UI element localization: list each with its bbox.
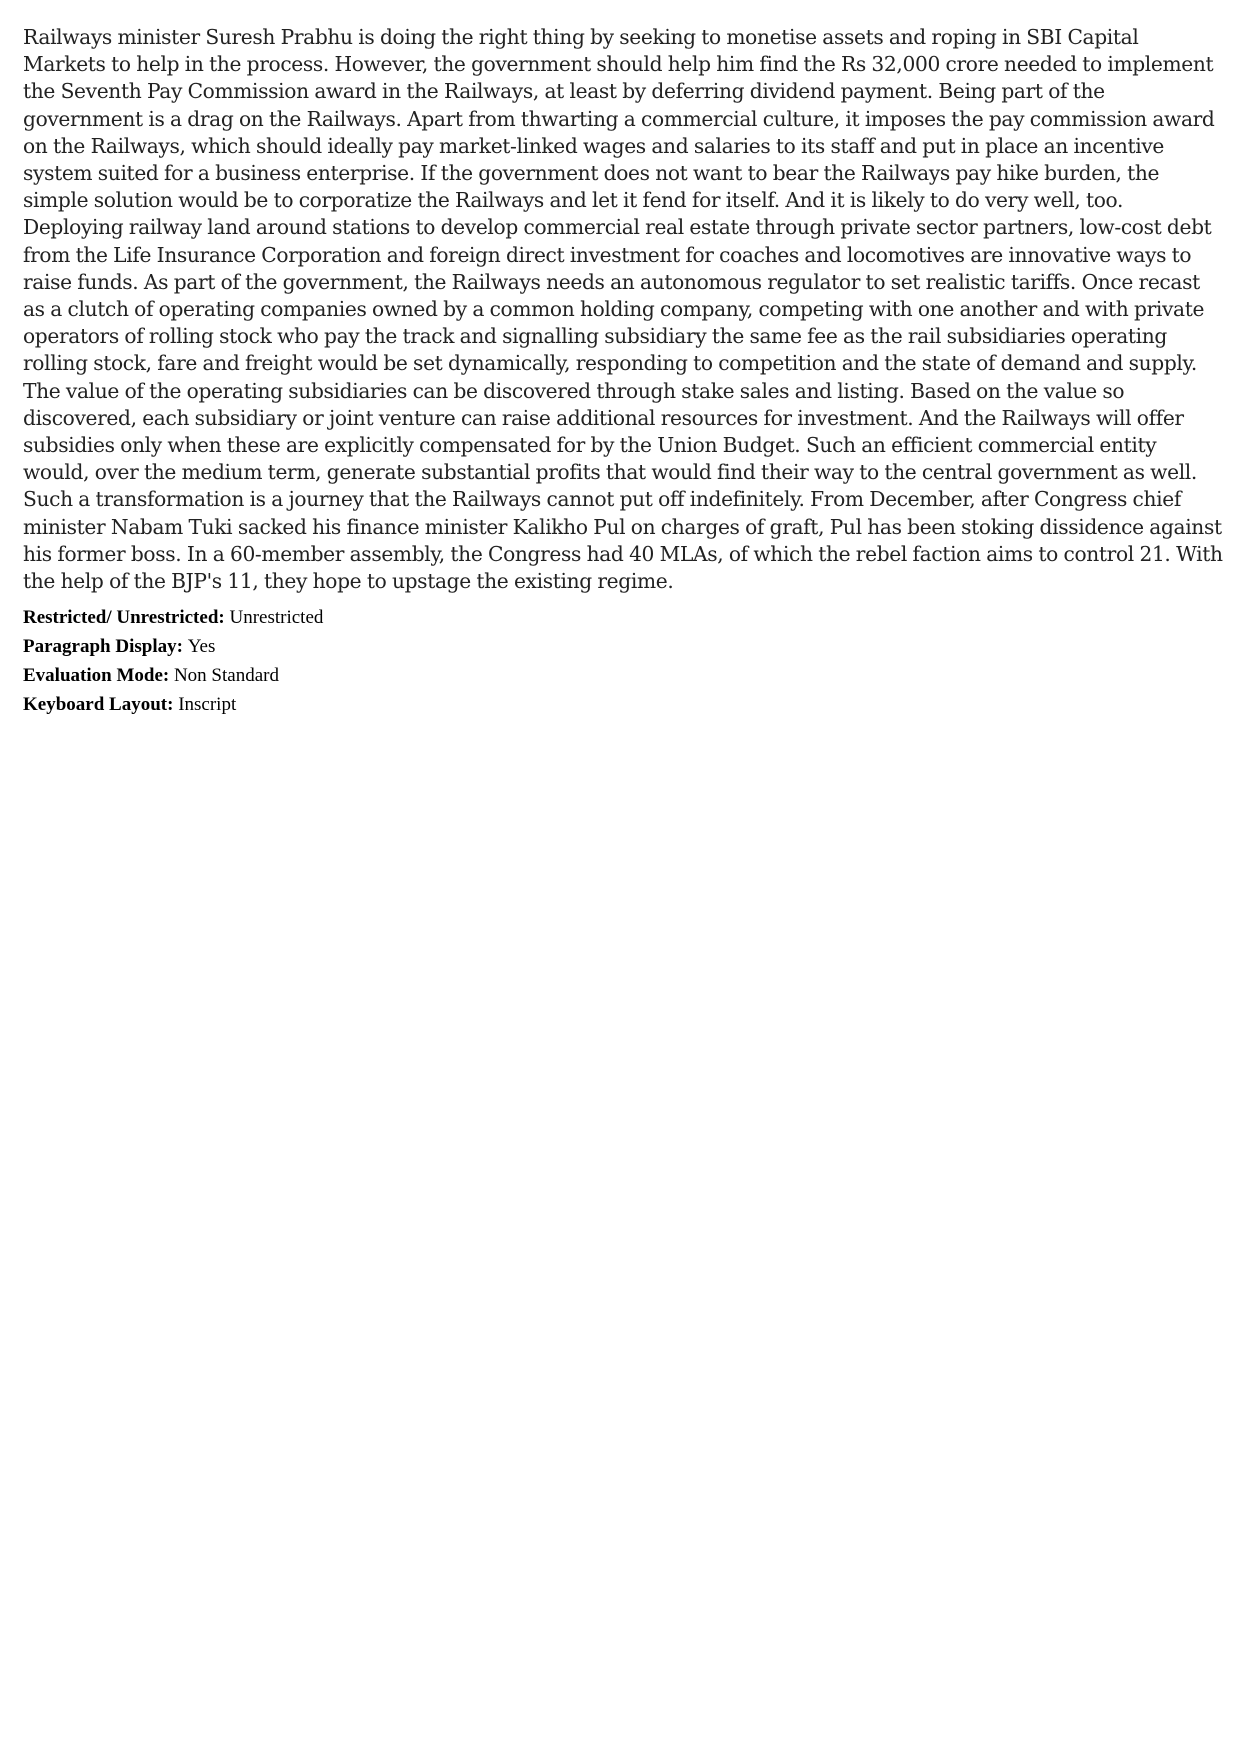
keyboard-layout-value: Inscript <box>178 694 237 716</box>
restricted-row <box>23 603 1223 632</box>
restricted-value: Unrestricted <box>229 607 324 629</box>
restricted-label: Restricted/ Unrestricted: <box>23 607 230 629</box>
test-settings <box>23 603 1223 719</box>
paragraph-display-row <box>23 632 1223 661</box>
evaluation-mode-value: Non Standard <box>173 665 279 687</box>
document-page <box>23 24 1223 719</box>
evaluation-mode-label: Evaluation Mode: <box>23 665 174 687</box>
keyboard-layout-label: Keyboard Layout: <box>23 694 179 716</box>
keyboard-layout-row <box>23 690 1223 719</box>
paragraph-display-label: Paragraph Display: <box>23 636 188 658</box>
passage-text: Railways minister Suresh Prabhu is doing the right thing by seeking to monetise assets and roping in SBI Capital Markets to help in the process. However, the government should help him find the Rs 32,000 crore needed to implement the Seventh Pay Commission award in the Railways, at least by deferring dividend payment. Being part of the government is a drag on the Railways. Apart from thwarting a commercial culture, it imposes the pay commission award on the Railways, which should ideally pay market-linked wages and salaries to its staff and put in place an incentive system suited for a business enterprise. If the government does not want to bear the Railways pay hike burden, the simple solution would be to corporatize the Railways and let it fend for itself. And it is likely to do very well, too. Deploying railway land around stations to develop commercial real estate through private sector partners, low-cost debt from the Life Insurance Corporation and foreign direct investment for coaches and locomotives are innovative ways to raise funds. As part of the government, the Railways needs an autonomous regulator to set realistic tariffs. Once recast as a clutch of operating companies owned by a common holding company, competing with one another and with private operators of rolling stock who pay the track and signalling subsidiary the same fee as the rail subsidiaries operating rolling stock, fare and freight would be set dynamically, responding to competition and the state of demand and supply. The value of the operating subsidiaries can be discovered through stake sales and listing. Based on the value so discovered, each subsidiary or joint venture can raise additional resources for investment. And the Railways will offer subsidies only when these are explicitly compensated for by the Union Budget. Such an efficient commercial entity would, over the medium term, generate substantial profits that would find their way to the central government as well. Such a transformation is a journey that the Railways cannot put off indefinitely. From December, after Congress chief minister Nabam Tuki sacked his finance minister Kalikho Pul on charges of graft, Pul has been stoking dissidence against his former boss. In a 60-member assembly, the Congress had 40 MLAs, of which the rebel faction aims to control 21. With the help of the BJP's 11, they hope to upstage the existing regime. <box>23 25 1223 594</box>
paragraph-display-value: Yes <box>187 636 216 658</box>
evaluation-mode-row <box>23 661 1223 690</box>
